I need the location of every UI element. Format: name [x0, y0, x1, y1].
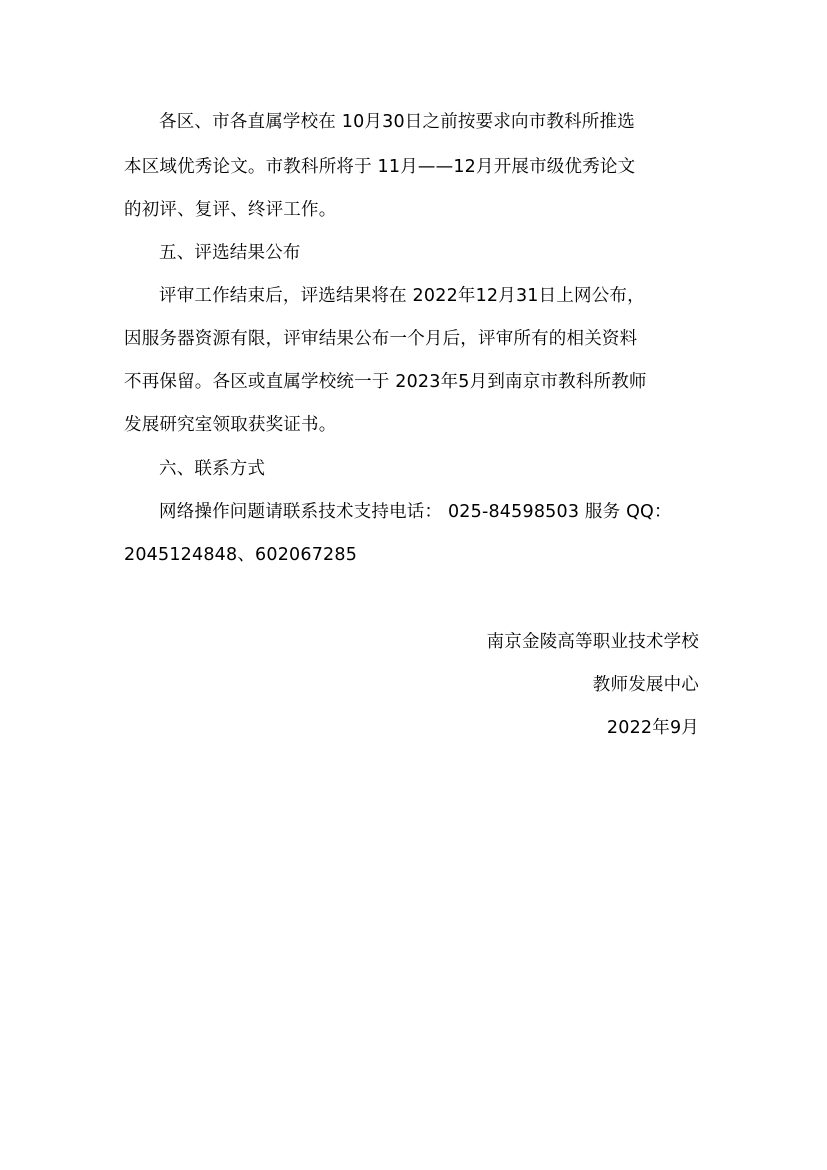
- signature-department: 教师发展中心: [592, 675, 699, 695]
- signature-organization: 南京金陵高等职业技术学校: [486, 632, 699, 652]
- paragraph-line: 网络操作问题请联系技术支持电话： 025-84598503 服务 QQ：: [159, 502, 672, 522]
- paragraph-line: 评审工作结束后，评选结果将在 2022年12月31日上网公布，: [159, 286, 645, 306]
- section-heading: 六、联系方式: [159, 459, 266, 479]
- paragraph-line: 的初评、复评、终评工作。: [124, 200, 337, 220]
- paragraph-line: 发展研究室领取获奖证书。: [124, 415, 337, 435]
- paragraph-line: 本区域优秀论文。市教科所将于 11月——12月开展市级优秀论文: [124, 157, 636, 177]
- paragraph-line: 因服务器资源有限，评审结果公布一个月后，评审所有的相关资料: [124, 329, 638, 349]
- section-heading: 五、评选结果公布: [159, 243, 301, 263]
- paragraph-line: 不再保留。各区或直属学校统一于 2023年5月到南京市教科所教师: [124, 372, 647, 392]
- paragraph-line: 各区、市各直属学校在 10月30日之前按要求向市教科所推选: [159, 112, 635, 132]
- signature-date: 2022年9月: [606, 718, 699, 738]
- paragraph-line: 2045124848、602067285: [124, 545, 358, 565]
